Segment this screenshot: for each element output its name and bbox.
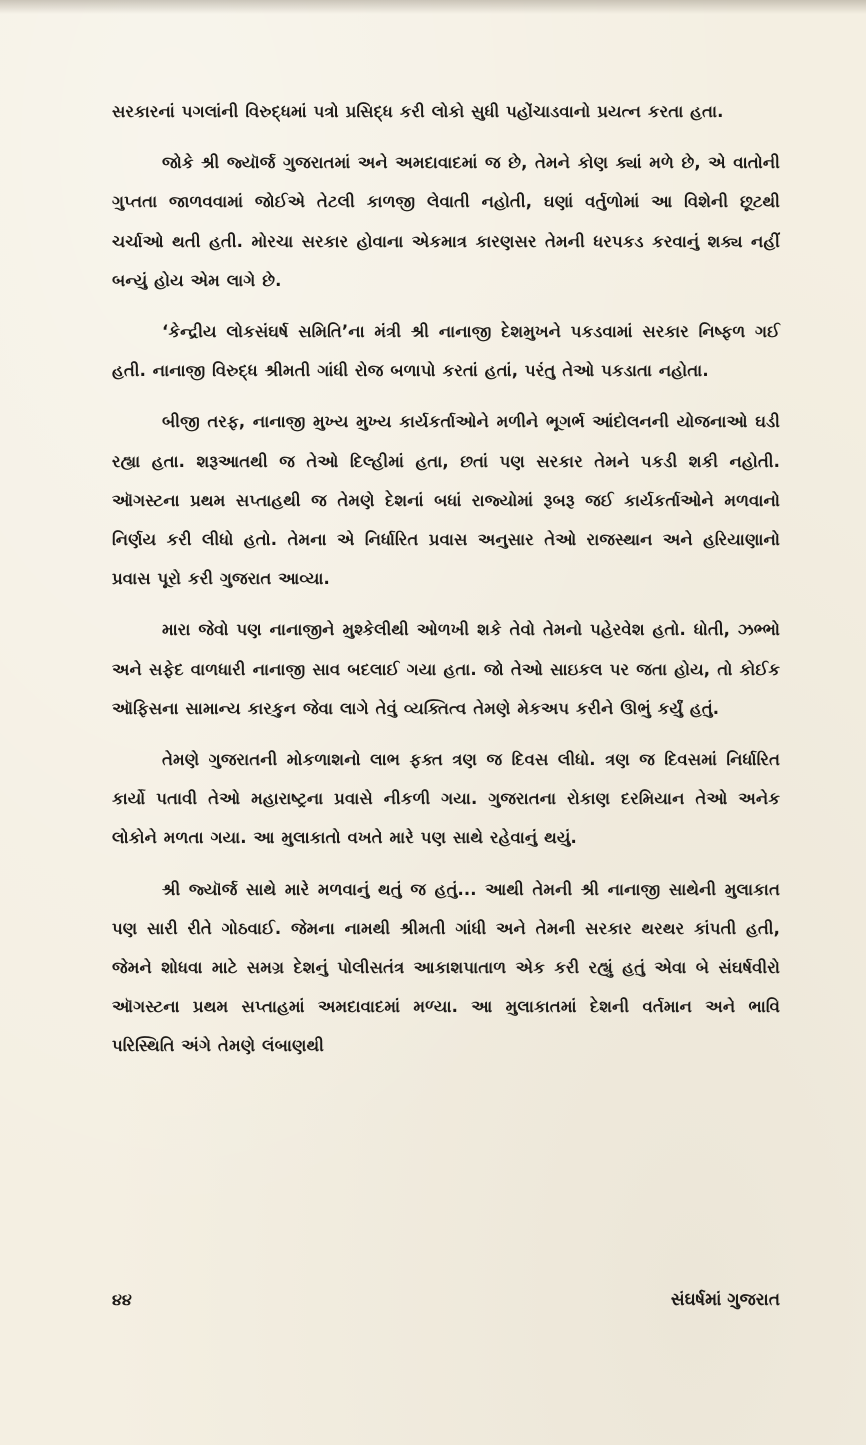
paragraph-2: જોકે શ્રી જ્યૉર્જ ગુજરાતમાં અને અમદાવાદમાં જ છે, તેમને કોણ ક્યાં મળે છે, એ વાતોની ગુપ્તતા જાળવવામાં જોઈએ તેટલી કાળજી લેવાતી નહોતી, ઘણાં વર્તુળોમાં આ વિશેની છૂટથી ચર્ચાઓ થતી હતી. મોરચા સરકાર હોવાના એકમાત્ર કારણસર તેમની ધરપકડ કરવાનું શક્ય નહીં બન્યું હોય એમ લાગે છે.: [112, 153, 780, 290]
paragraph-5: મારા જેવો પણ નાનાજીને મુશ્કેલીથી ઓળખી શકે તેવો તેમનો પહેરવેશ હતો. ધોતી, ઝભ્ભો અને સફેદ વાળધારી નાનાજી સાવ બદલાઈ ગયા હતા. જો તેઓ સાઇકલ પર જતા હોય, તો કોઈક ઑફિસના સામાન્ય કારકુન જેવા લાગે તેવું વ્યક્તિત્વ તેમણે મેકઅપ કરીને ઊભું કર્યું હતું.: [112, 620, 780, 718]
paragraph-7: શ્રી જ્યૉર્જ સાથે મારે મળવાનું થતું જ હતું... આથી તેમની શ્રી નાનાજી સાથેની મુલાકાત પણ સારી રીતે ગોઠવાઈ. જેમના નામથી શ્રીમતી ગાંધી અને તેમની સરકાર થરથર કાંપતી હતી, જેમને શોધવા માટે સમગ્ર દેશનું પોલીસતંત્ર આકાશપાતાળ એક કરી રહ્યું હતું એવા બે સંઘર્ષવીરો ઑગસ્ટના પ્રથમ સપ્તાહમાં અમદાવાદમાં મળ્યા. આ મુલાકાતમાં દેશની વર્તમાન અને ભાવિ પરિસ્થિતિ અંગે તેમણે લંબાણથી: [112, 879, 780, 1056]
paragraph-4: બીજી તરફ, નાનાજી મુખ્ય મુખ્ય કાર્યકર્તાઓને મળીને ભૂગર્ભ આંદોલનની યોજનાઓ ઘડી રહ્યા હતા. શરૂઆતથી જ તેઓ દિલ્હીમાં હતા, છતાં પણ સરકાર તેમને પકડી શકી નહોતી. ઑગસ્ટના પ્રથમ સપ્તાહથી જ તેમણે દેશનાં બધાં રાજ્યોમાં રૂબરૂ જઈ કાર્યકર્તાઓને મળવાનો નિર્ણય કરી લીધો હતો. તેમના એ નિર્ધારિત પ્રવાસ અનુસાર તેઓ રાજસ્થાન અને હરિયાણાનો પ્રવાસ પૂરો કરી ગુજરાત આવ્યા.: [112, 412, 780, 589]
page-body: [112, 92, 780, 1078]
paragraph-1: સરકારનાં પગલાંની વિરુદ્ધમાં પત્રો પ્રસિદ્ધ કરી લોકો સુધી પહોંચાડવાનો પ્રયત્ન કરતા હતા.: [112, 102, 724, 121]
page-top-shadow: [0, 0, 866, 14]
running-book-title: સંઘર્ષમાં ગુજરાત: [670, 1290, 780, 1310]
page-number: ૪૪: [112, 1290, 132, 1309]
page-footer: [112, 1290, 780, 1320]
paragraph-6: તેમણે ગુજરાતની મોકળાશનો લાભ ફક્ત ત્રણ જ દિવસ લીધો. ત્રણ જ દિવસમાં નિર્ધારિત કાર્યો પતાવી તેઓ મહારાષ્ટ્રના પ્રવાસે નીકળી ગયા. ગુજરાતના રોકાણ દરમિયાન તેઓ અનેક લોકોને મળતા ગયા. આ મુલાકાતો વખતે મારે પણ સાથે રહેવાનું થયું.: [112, 750, 780, 848]
paragraph-3: ‘કેન્દ્રીય લોકસંઘર્ષ સમિતિ’ના મંત્રી શ્રી નાનાજી દેશમુખને પકડવામાં સરકાર નિષ્ફળ ગઈ હતી. નાનાજી વિરુદ્ધ શ્રીમતી ગાંધી રોજ બળાપો કરતાં હતાં, પરંતુ તેઓ પકડાતા નહોતા.: [112, 322, 780, 381]
